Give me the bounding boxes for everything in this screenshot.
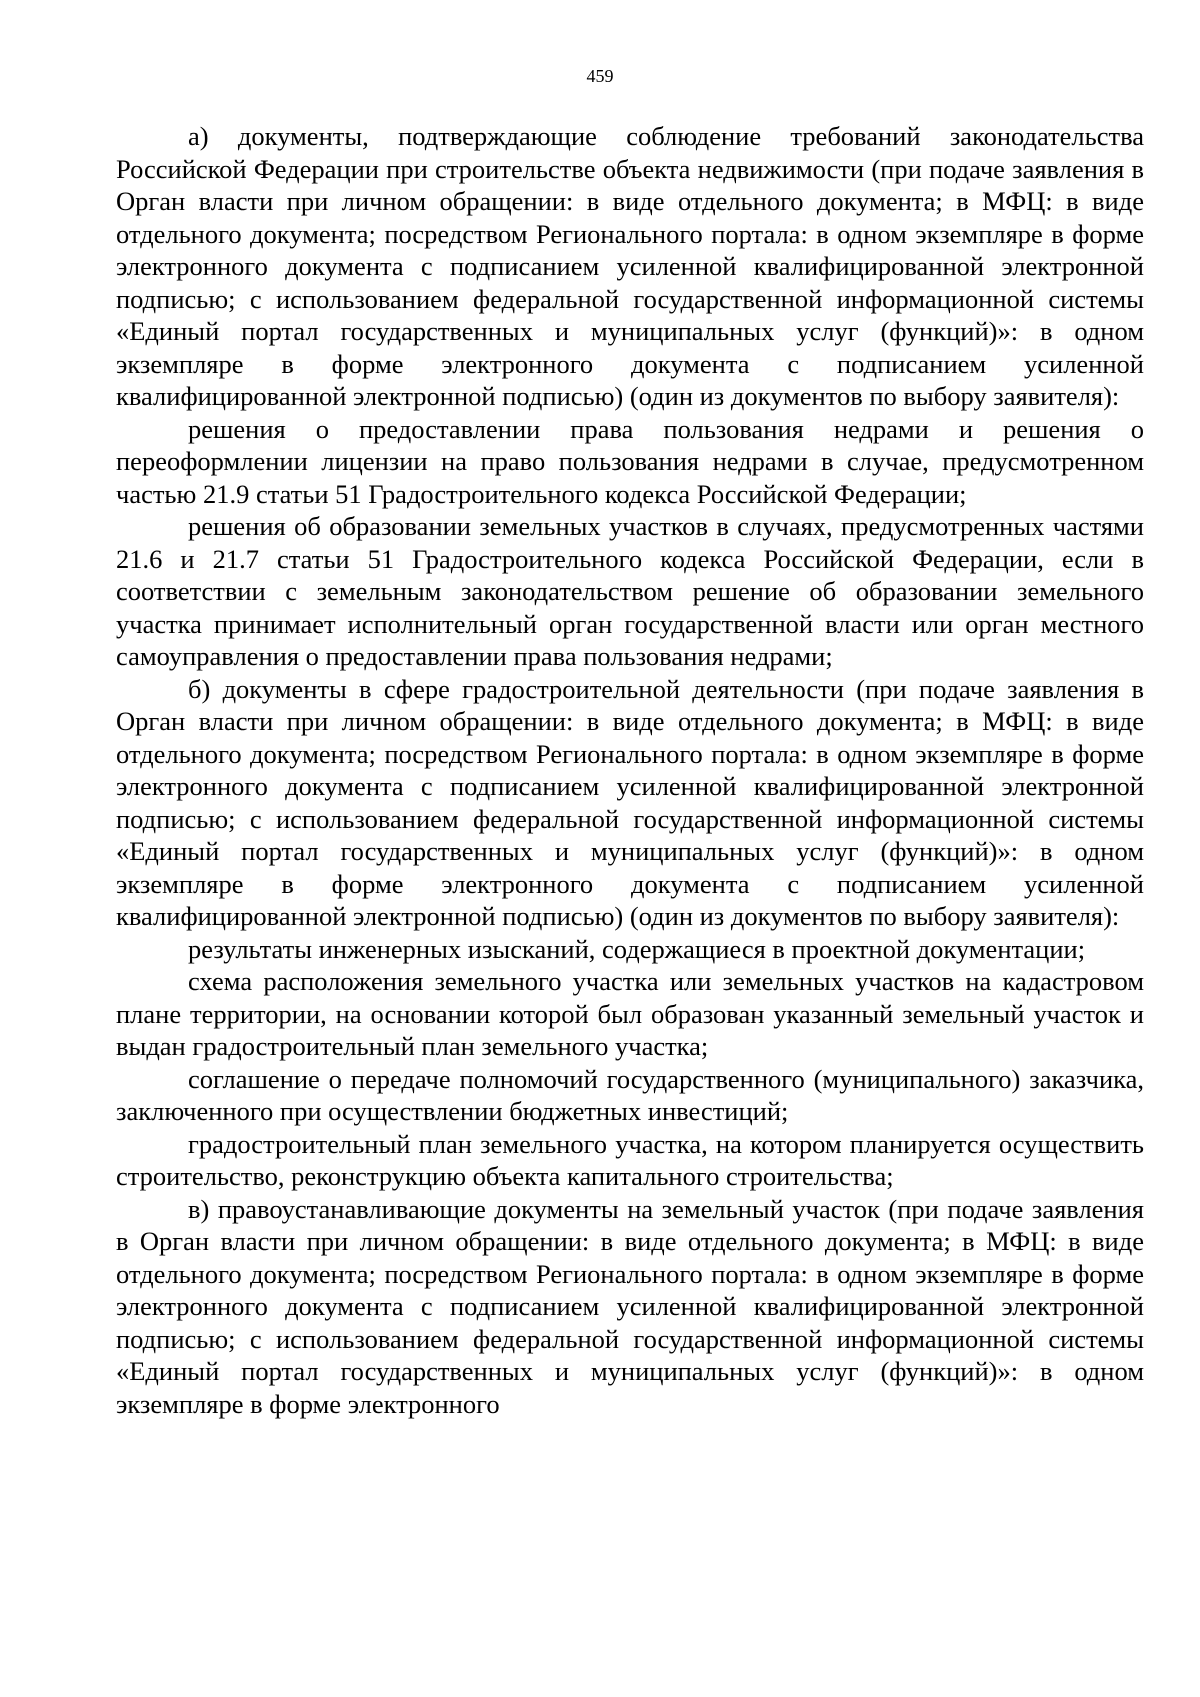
paragraph-land-plot-scheme: схема расположения земельного участка или земельных участков на кадастровом плане территории, на основании которой был образован указанный земельный участок и выдан градостроительный план земельного участка; (116, 966, 1144, 1061)
paragraph-authority-agreement: соглашение о передаче полномочий государственного (муниципального) заказчика, заключенного при осуществлении бюджетных инвестиций; (116, 1063, 1144, 1126)
paragraph-subsoil-decisions: решения о предоставлении права пользования недрами и решения о переоформлении лицензии на право пользования недрами в случае, предусмотренном частью 21.9 статьи 51 Градостроительного кодекса Российской Федерации; (116, 413, 1144, 509)
paragraph-v: в) правоустанавливающие документы на земельный участок (при подаче заявления в Орган власти при личном обращении: в виде отдельного документа; в МФЦ: в виде отдельного документа; посредством Регионального портала: в одном экземпляре в форме электронного документа с подписанием усиленной квалифицированной электронной подписью; с использованием федеральной государственной информационной системы «Единый портал государственных и муниципальных услуг (функций)»: в одном экземпляре в форме электронного (116, 1193, 1144, 1419)
paragraph-land-plot-decisions: решения об образовании земельных участков в случаях, предусмотренных частями 21.6 и 21.7 статьи 51 Градостроительного кодекса Российской Федерации, если в соответствии с земельным законодательством решение об образовании земельного участка принимает исполнительный орган государственной власти или орган местного самоуправления о предоставлении права пользования недрами; (116, 511, 1144, 671)
paragraph-survey-results: результаты инженерных изысканий, содержащиеся в проектной документации; (188, 933, 1086, 964)
paragraph-a: а) документы, подтверждающие соблюдение требований законодательства Российской Федерации при строительстве объекта недвижимости (при подаче заявления в Орган власти при личном обращении: в виде отдельного документа; в МФЦ: в виде отдельного документа; посредством Регионального портала: в одном экземпляре в форме электронного документа с подписанием усиленной квалифицированной электронной подписью; с использованием федеральной государственной информационной системы «Единый портал государственных и муниципальных услуг (функций)»: в одном экземпляре в форме электронного документа с подписанием усиленной квалифицированной электронной подписью) (один из документов по выбору заявителя): (116, 121, 1144, 411)
document-body (116, 120, 1144, 1420)
paragraph-b: б) документы в сфере градостроительной деятельности (при подаче заявления в Орган власти при личном обращении: в виде отдельного документа; в МФЦ: в виде отдельного документа; посредством Регионального портала: в одном экземпляре в форме электронного документа с подписанием усиленной квалифицированной электронной подписью; с использованием федеральной государственной информационной системы «Единый портал государственных и муниципальных услуг (функций)»: в одном экземпляре в форме электронного документа с подписанием усиленной квалифицированной электронной подписью) (один из документов по выбору заявителя): (116, 673, 1144, 931)
page-number: 459 (586, 66, 614, 86)
paragraph-urban-plan: градостроительный план земельного участка, на котором планируется осуществить строительство, реконструкцию объекта капитального строительства; (116, 1128, 1144, 1191)
